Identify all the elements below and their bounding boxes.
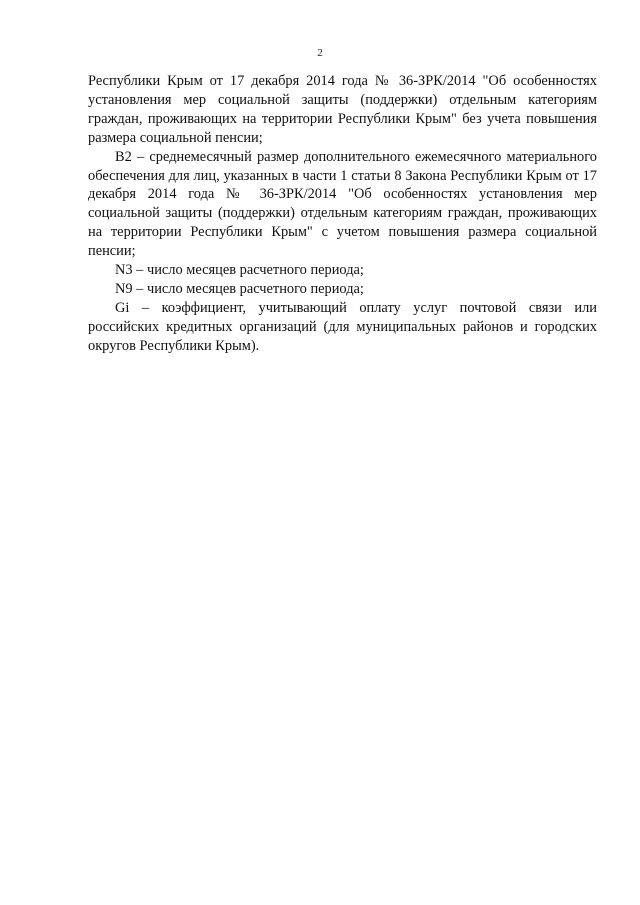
page-number: 2 <box>317 47 323 59</box>
paragraph-n9-definition: N9 – число месяцев расчетного периода; <box>115 280 364 297</box>
paragraph-n3-definition: N3 – число месяцев расчетного периода; <box>115 262 364 279</box>
document-body <box>88 72 597 356</box>
paragraph-gi-definition: Gi – коэффициент, учитывающий оплату услуг почтовой связи или российских кредитных организаций (для муниципальных районов и городских округов Республики Крым). <box>88 299 597 354</box>
paragraph-b2-definition: В2 – среднемесячный размер дополнительного ежемесячного материального обеспечения для лиц, указанных в части 1 статьи 8 Закона Республики Крым от 17 декабря 2014 года № 36-ЗРК/2014 "Об особенностях установления мер социальной защиты (поддержки) отдельным категориям граждан, проживающих на территории Республики Крым" с учетом повышения размера социальной пенсии; <box>88 148 597 260</box>
paragraph-continuation: Республики Крым от 17 декабря 2014 года № 36-ЗРК/2014 "Об особенностях установления мер социальной защиты (поддержки) отдельным категориям граждан, проживающих на территории Республики Крым" без учета повышения размера социальной пенсии; <box>88 73 597 146</box>
